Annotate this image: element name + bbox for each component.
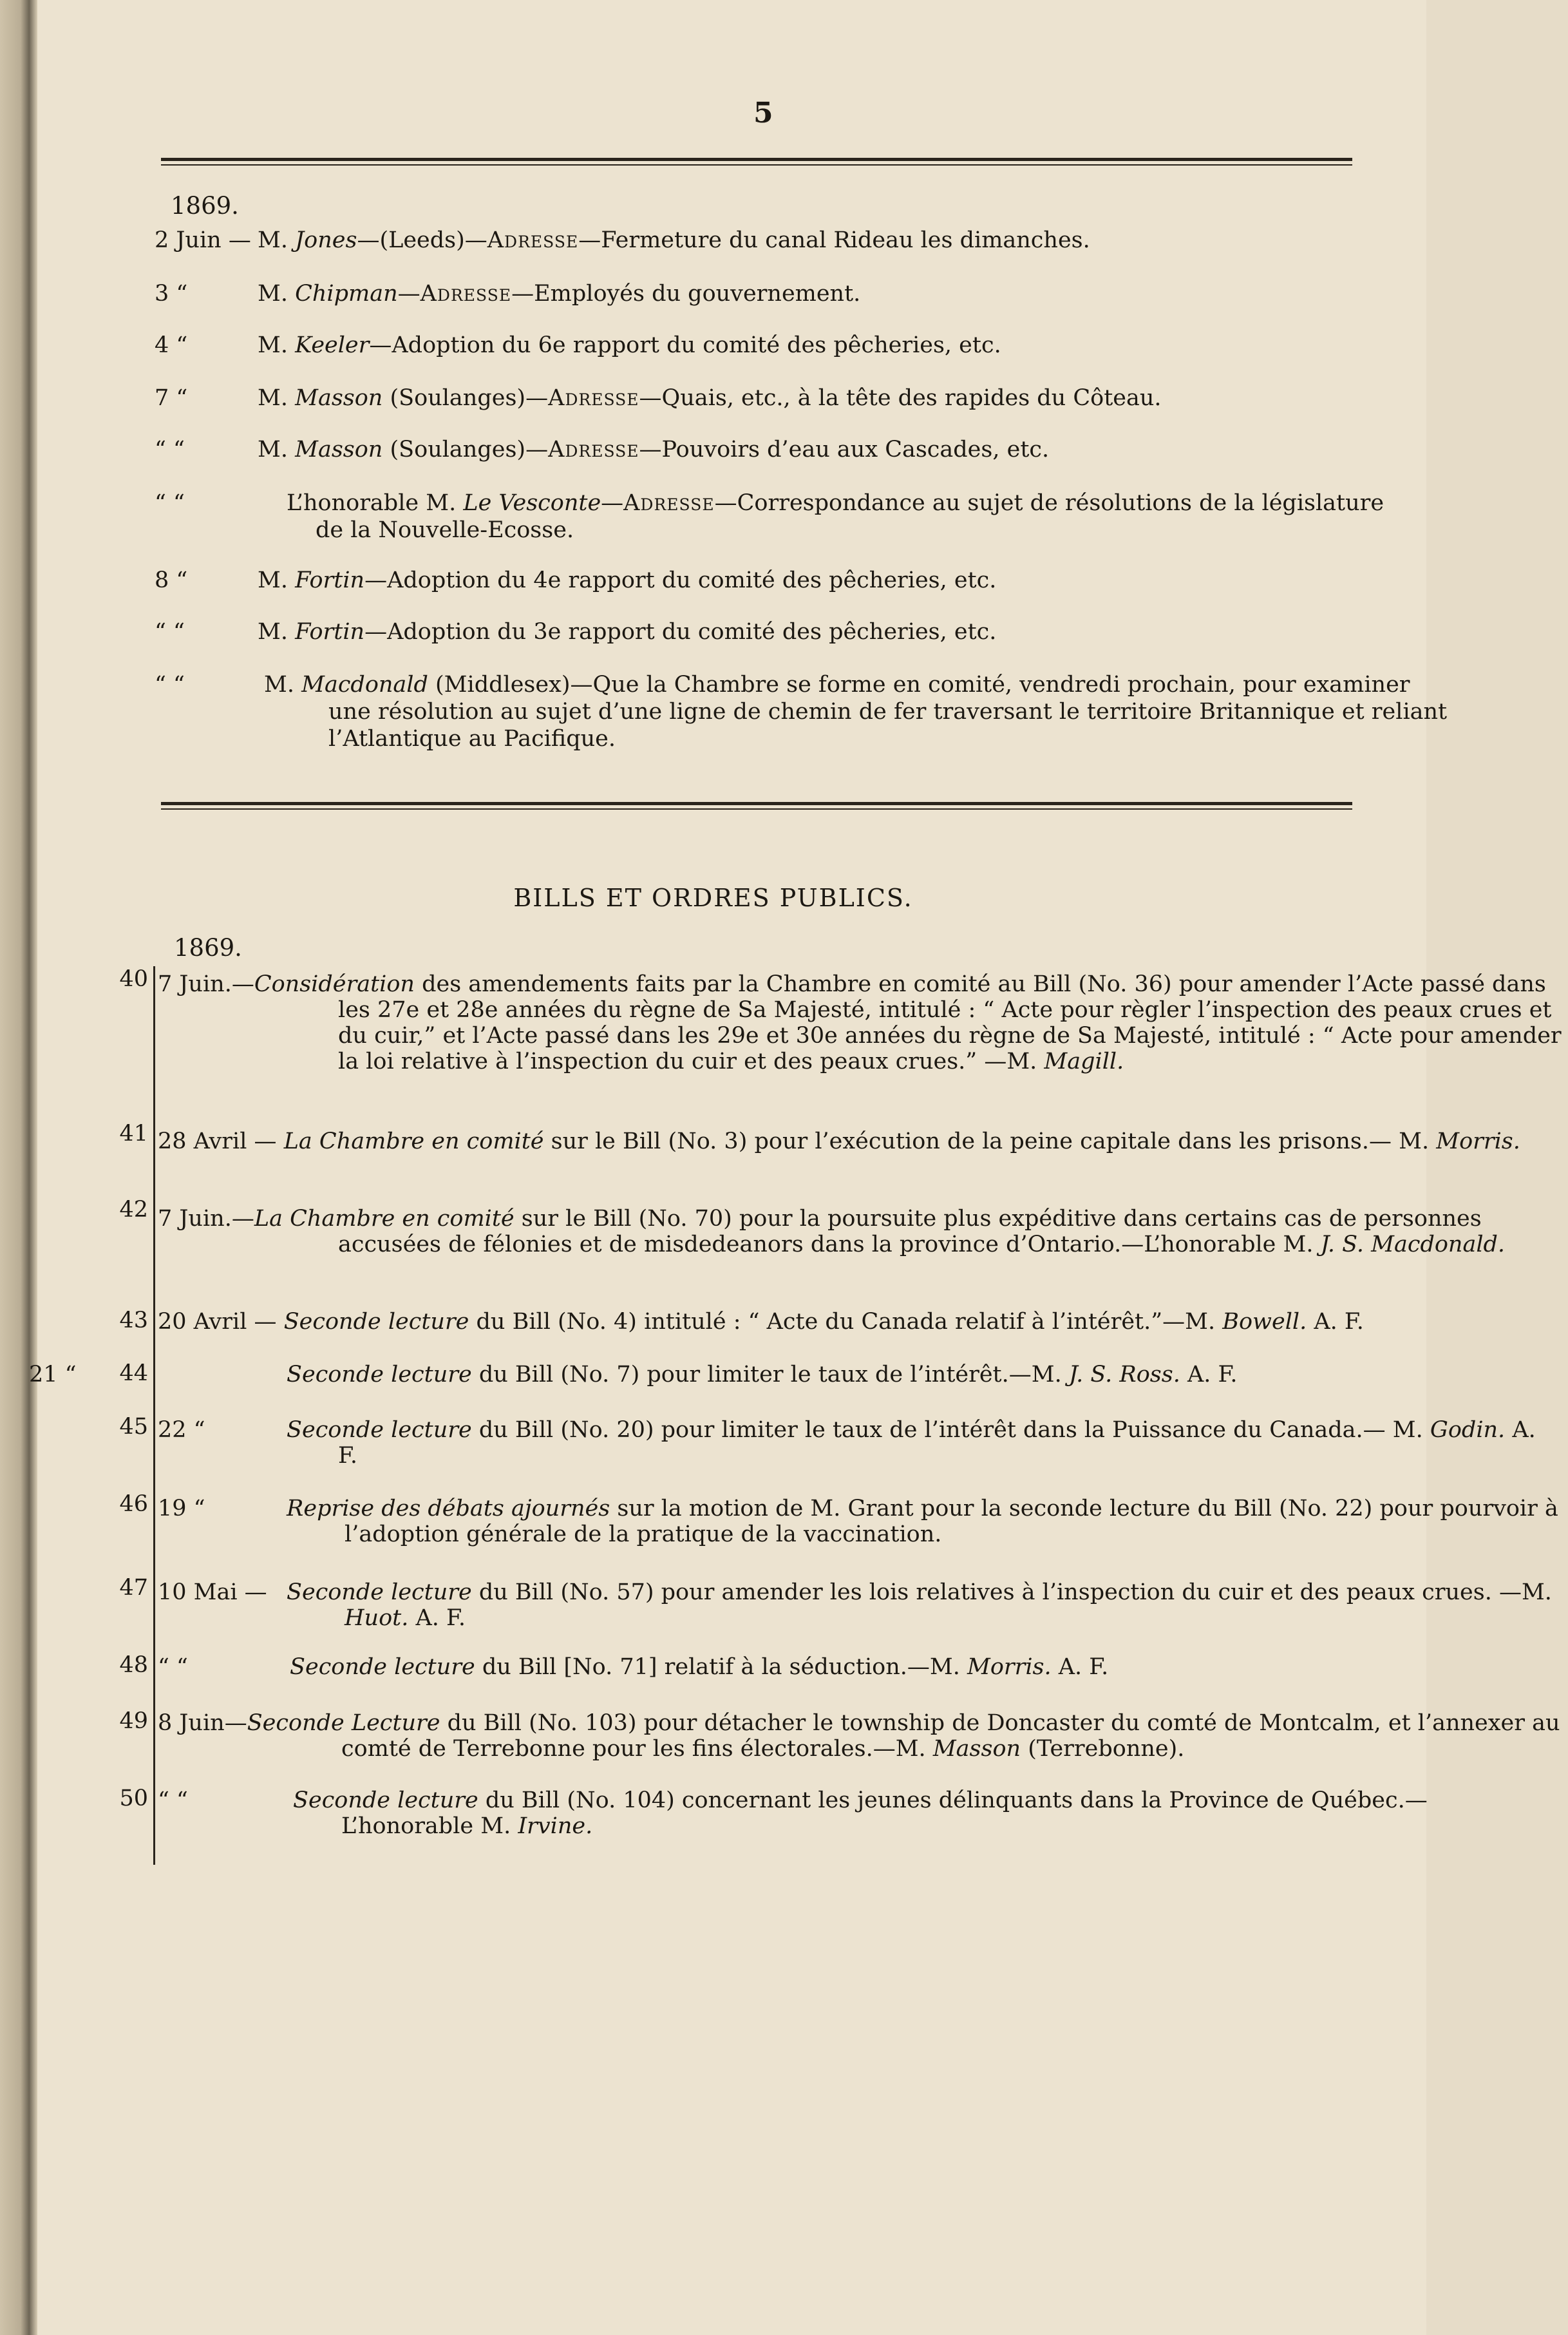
bill-text: “ “ Seconde lecture du Bill (No. 104) concernant les jeunes délinquants dans la Province de Québec.— L’honorable M. Irvine. — [158, 1787, 1428, 1839]
motion-text: M. Fortin—Adoption du 3e rapport du comité des pêcheries, etc. — [258, 619, 997, 645]
page-number: 5 — [753, 97, 773, 129]
bills-year: 1869. — [174, 934, 242, 962]
top-rule — [161, 158, 1352, 166]
entry-number: 42 — [119, 1197, 148, 1223]
entry-number: 43 — [119, 1308, 148, 1333]
bill-text: 7 Juin.—La Chambre en comité sur le Bill (No. 70) pour la poursuite plus expéditive dans certains cas de personnes accusées de félonies et de misdedeanors dans la province d’Ontario.—L’honorable M. J. S. Macdonald. — [158, 1206, 1506, 1257]
motion-text: L’honorable M. Le Vesconte—Adresse—Correspondance au sujet de résolutions de la législature de la Nouvelle-Ecosse. — [287, 490, 1384, 543]
motion-date: 4 “ — [155, 332, 188, 358]
entry-number: 45 — [119, 1414, 148, 1440]
bill-text: 21 “ Seconde lecture du Bill (No. 7) pour limiter le taux de l’intérêt.—M. J. S. Ross. A. F. — [29, 1362, 1238, 1387]
entry-number: 46 — [119, 1491, 148, 1517]
bill-text: “ “ Seconde lecture du Bill [No. 71] relatif à la séduction.—M. Morris. A. F. — [158, 1654, 1109, 1680]
top-year: 1869. — [171, 192, 239, 220]
motion-text: M. Keeler—Adoption du 6e rapport du comité des pêcheries, etc. — [258, 332, 1001, 358]
motion-date: 3 “ — [155, 281, 188, 307]
motion-text: M. Masson (Soulanges)—Adresse—Quais, etc., à la tête des rapides du Côteau. — [258, 385, 1162, 411]
motion-date: “ “ — [155, 619, 185, 645]
motion-date: 7 “ — [155, 385, 188, 411]
motion-date: 8 “ — [155, 567, 188, 593]
motion-text: M. Macdonald (Middlesex)—Que la Chambre se forme en comité, vendredi prochain, pour examiner une résolution au sujet d’une ligne de chemin de fer traversant le territoire Britannique et reliant l’Atlantique au Pacifique. — [264, 672, 1448, 752]
motion-date: “ “ — [155, 437, 185, 462]
book-binding — [0, 0, 37, 2335]
bill-text: 28 Avril — La Chambre en comité sur le Bill (No. 3) pour l’exécution de la peine capitale dans les prisons.— M. Morris. — [158, 1129, 1520, 1154]
bill-text: 10 Mai — Seconde lecture du Bill (No. 57) pour amender les lois relatives à l’inspection du cuir et des peaux crues. —M. Huot. A. F. — [158, 1579, 1552, 1631]
entry-number: 50 — [119, 1786, 148, 1811]
entry-number: 47 — [119, 1575, 148, 1601]
entry-number: 49 — [119, 1708, 148, 1734]
motion-text: M. Chipman—Adresse—Employés du gouvernement. — [258, 281, 861, 307]
margin-vertical-rule — [153, 966, 155, 1865]
entry-number: 48 — [119, 1652, 148, 1678]
motion-text: M. Fortin—Adoption du 4e rapport du comité des pêcheries, etc. — [258, 567, 997, 593]
motion-date: “ “ — [155, 490, 185, 516]
entry-number: 41 — [119, 1121, 148, 1147]
section-heading: BILLS ET ORDRES PUBLICS. — [513, 884, 913, 912]
motion-text: M. Jones—(Leeds)—Adresse—Fermeture du canal Rideau les dimanches. — [258, 227, 1090, 253]
bill-text: 8 Juin—Seconde Lecture du Bill (No. 103) pour détacher le township de Doncaster du comté de Montcalm, et l’annexer au comté de Terrebonne pour les fins électorales.—M. Masson (Terrebonne). — [158, 1710, 1560, 1762]
bill-text: 7 Juin.—Considération des amendements faits par la Chambre en comité au Bill (No. 36) pour amender l’Acte passé dans les 27e et 28e années du règne de Sa Majesté, intitulé : “ Acte pour règler l’inspection des peaux crues et du cuir,” et l’Acte passé dans les 29e et 30e années du règne de Sa Majesté, intitulé : “ Acte pour amender la loi relative à l’inspection du cuir et des peaux crues.” —M. Magill. — [158, 971, 1562, 1074]
motion-date: “ “ — [155, 672, 185, 698]
bill-text: 22 “ Seconde lecture du Bill (No. 20) pour limiter le taux de l’intérêt dans la Puissance du Canada.— M. Godin. A. F. — [158, 1417, 1536, 1469]
entry-number: 40 — [119, 966, 148, 992]
entry-number: 44 — [119, 1360, 148, 1386]
bill-text: 19 “ Reprise des débats ajournés sur la motion de M. Grant pour la seconde lecture du Bill (No. 22) pour pourvoir à l’adoption générale de la pratique de la vaccination. — [158, 1496, 1558, 1547]
motion-date: 2 Juin — — [155, 227, 251, 253]
motion-text: M. Masson (Soulanges)—Adresse—Pouvoirs d’eau aux Cascades, etc. — [258, 437, 1050, 462]
bill-text: 20 Avril — Seconde lecture du Bill (No. 4) intitulé : “ Acte du Canada relatif à l’intérêt.”—M. Bowell. A. F. — [158, 1309, 1364, 1335]
section-rule — [161, 802, 1352, 810]
